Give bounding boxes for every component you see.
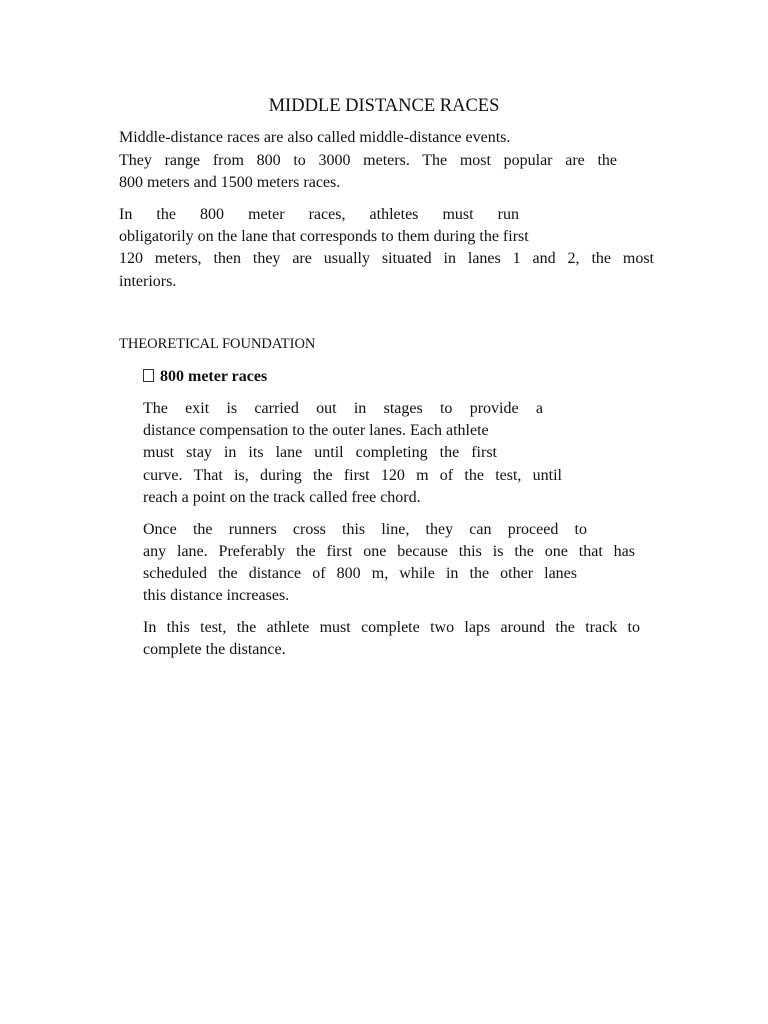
page-title: MIDDLE DISTANCE RACES	[268, 96, 500, 116]
body-p3-line-4: curve. That is, during the first 120 m of the test, until	[143, 467, 562, 484]
bullet-item	[143, 366, 267, 388]
checkbox-glyph-icon	[143, 369, 154, 382]
intro-p1-line-3: 800 meters and 1500 meters races.	[119, 174, 341, 191]
intro-p1-line-1: Middle-distance races are also called middle-distance events.	[119, 129, 511, 146]
body-p5-line-2: complete the distance.	[143, 641, 286, 658]
intro-p2-line-3: 120 meters, then they are usually situated in lanes 1 and 2, the most	[119, 250, 654, 267]
body-p4-line-2: any lane. Preferably the first one because this is the one that has	[143, 543, 635, 560]
body-p4-line-4: this distance increases.	[143, 587, 290, 604]
intro-p2-line-2: obligatorily on the lane that corresponds to them during the first	[119, 228, 529, 245]
body-p5-line-1: In this test, the athlete must complete two laps around the track to	[143, 619, 640, 636]
body-p3-line-3: must stay in its lane until completing the first	[143, 444, 497, 461]
intro-p1-line-2: They range from 800 to 3000 meters. The most popular are the	[119, 152, 617, 169]
body-p4-line-1: Once the runners cross this line, they can proceed to	[143, 521, 587, 538]
section-heading: THEORETICAL FOUNDATION	[119, 336, 316, 352]
body-p3-line-5: reach a point on the track called free chord.	[143, 489, 421, 506]
body-p4-line-3: scheduled the distance of 800 m, while in the other lanes	[143, 565, 577, 582]
intro-p2-line-4: interiors.	[119, 273, 177, 290]
body-p3-line-1: The exit is carried out in stages to provide a	[143, 400, 543, 417]
intro-p2-line-1: In the 800 meter races, athletes must run	[119, 206, 519, 223]
bullet-label: 800 meter races	[160, 368, 268, 385]
body-p3-line-2: distance compensation to the outer lanes. Each athlete	[143, 422, 489, 439]
